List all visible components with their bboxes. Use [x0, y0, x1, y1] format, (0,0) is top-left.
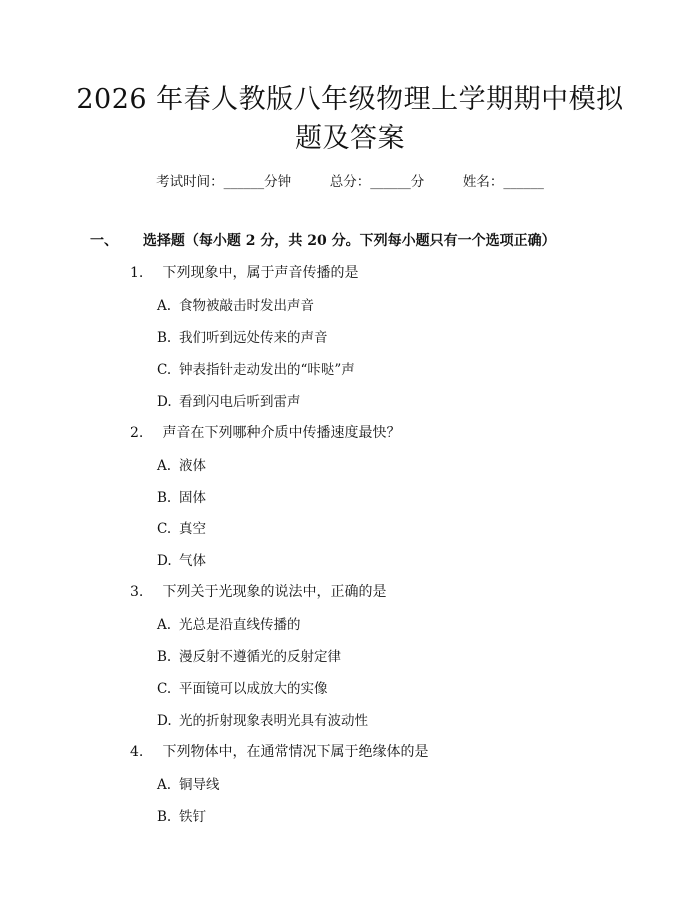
- option-text: 食物被敲击时发出声音: [179, 298, 314, 314]
- option-text: 漫反射不遵循光的反射定律: [179, 649, 341, 665]
- question-2-option-b: [157, 486, 206, 506]
- student-name-field: 姓名：______: [462, 174, 544, 190]
- option-text: 光总是沿直线传播的: [179, 617, 301, 633]
- question-number: 4.: [130, 744, 144, 760]
- section-title: 选择题（每小题 2 分，共 20 分。下列每小题只有一个选项正确）: [142, 233, 556, 249]
- option-text: 我们听到远处传来的声音: [179, 330, 328, 346]
- option-letter: A.: [157, 617, 172, 633]
- question-3-option-c: [157, 677, 328, 697]
- exam-time-field: 考试时间：______分钟: [156, 174, 292, 190]
- option-letter: B.: [157, 330, 172, 346]
- option-text: 钟表指针走动发出的“咔哒”声: [179, 362, 355, 378]
- question-1-option-c: [157, 358, 355, 378]
- option-text: 液体: [179, 458, 206, 474]
- question-text: 声音在下列哪种介质中传播速度最快？: [162, 425, 401, 441]
- option-letter: C.: [157, 521, 172, 537]
- question-3-option-b: [157, 645, 341, 665]
- question-1-option-a: [157, 294, 314, 314]
- question-2-option-a: [157, 454, 206, 474]
- question-number: 1.: [130, 265, 144, 281]
- question-4: [130, 741, 428, 761]
- exam-info-line: [0, 170, 700, 190]
- option-letter: B.: [157, 649, 172, 665]
- document-title-line-1: 2026 年春人教版八年级物理上学期期中模拟: [76, 84, 624, 115]
- question-number: 2.: [130, 425, 144, 441]
- question-2: [130, 422, 400, 442]
- option-text: 真空: [179, 521, 206, 537]
- option-letter: A.: [157, 298, 172, 314]
- question-text: 下列关于光现象的说法中，正确的是: [162, 584, 387, 600]
- question-text: 下列物体中，在通常情况下属于绝缘体的是: [162, 744, 429, 760]
- option-letter: B.: [157, 809, 172, 825]
- question-1-option-b: [157, 326, 328, 346]
- option-text: 气体: [179, 553, 206, 569]
- option-letter: B.: [157, 490, 172, 506]
- question-number: 3.: [130, 584, 144, 600]
- option-letter: D.: [157, 713, 172, 729]
- option-text: 铁钉: [179, 809, 206, 825]
- option-letter: C.: [157, 362, 172, 378]
- question-2-option-d: [157, 549, 206, 569]
- document-title-line-2: 题及答案: [295, 123, 405, 154]
- option-text: 固体: [179, 490, 206, 506]
- option-letter: D.: [157, 553, 172, 569]
- option-letter: A.: [157, 458, 172, 474]
- question-4-option-a: [157, 773, 220, 793]
- question-text: 下列现象中，属于声音传播的是: [162, 265, 359, 281]
- option-letter: D.: [157, 394, 172, 410]
- section-number: 一、: [90, 233, 118, 249]
- option-letter: C.: [157, 681, 172, 697]
- option-text: 看到闪电后听到雷声: [179, 394, 301, 410]
- question-1: [130, 262, 358, 282]
- option-text: 光的折射现象表明光具有波动性: [179, 713, 368, 729]
- option-text: 平面镜可以成放大的实像: [179, 681, 328, 697]
- option-letter: A.: [157, 777, 172, 793]
- question-4-option-b: [157, 805, 206, 825]
- option-text: 铜导线: [179, 777, 220, 793]
- question-3-option-a: [157, 613, 301, 633]
- total-score-field: 总分：______分: [329, 174, 425, 190]
- section-heading: [90, 230, 556, 250]
- question-3: [130, 581, 386, 601]
- question-2-option-c: [157, 517, 206, 537]
- question-3-option-d: [157, 709, 368, 729]
- question-1-option-d: [157, 390, 301, 410]
